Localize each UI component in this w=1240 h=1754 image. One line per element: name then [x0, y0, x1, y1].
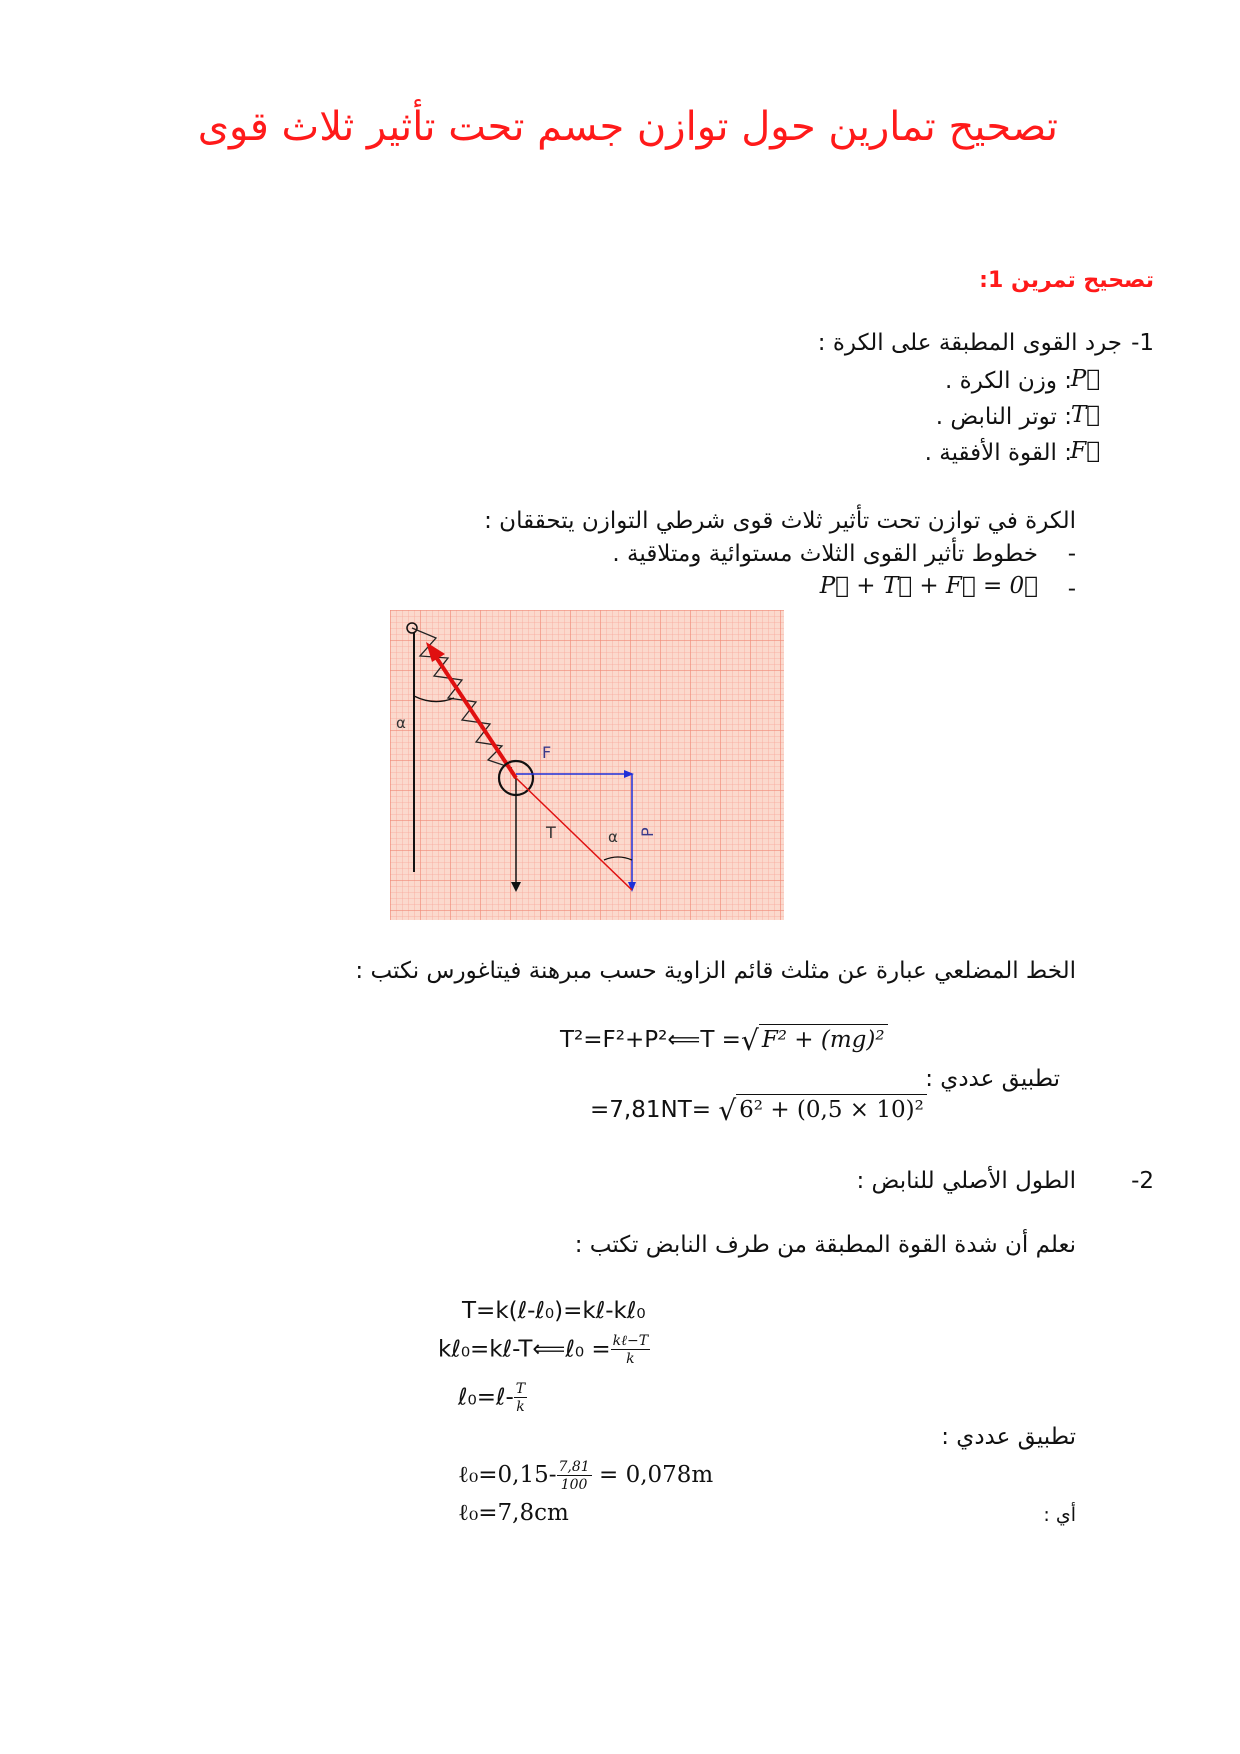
alpha-bottom-label: α [608, 828, 618, 846]
l0-result: ℓ₀=7,8cm [458, 1500, 569, 1526]
condition-1-dash: - [1067, 541, 1076, 567]
l0-numeric-fraction [557, 1460, 592, 1492]
force-f-label: : القوة الأفقية . [924, 440, 1072, 466]
force-f-label: F [542, 743, 552, 762]
force-f-symbol: F⃗ [1070, 438, 1100, 464]
pythagoras-formula [560, 1024, 888, 1057]
condition-2-vector-sum: P⃗ + T⃗ + F⃗ = 0⃗ [819, 573, 1038, 599]
force-t-symbol: T⃗ [1070, 402, 1100, 428]
l0-numeric-numerator: 7,81 [558, 1459, 590, 1475]
force-p-label: P [638, 827, 657, 837]
force-p-label: : وزن الكرة . [945, 368, 1072, 394]
q1-text: جرد القوى المطبقة على الكرة : [817, 330, 1122, 356]
sqrt-symbol: √ [718, 1094, 737, 1127]
l0-numeric-eq [458, 1460, 713, 1492]
graph-paper-grid [390, 610, 784, 920]
page-title: تصحيح تمارين حول توازن جسم تحت تأثير ثلاث قوى [197, 104, 1058, 150]
pythagoras-numeric-root: 6² + (0,5 × 10)² [736, 1094, 927, 1123]
l0-eq-fraction [611, 1334, 650, 1366]
l0-eq-left: kℓ₀=kℓ-T⟸ℓ₀ = [438, 1336, 611, 1363]
force-t-label: T [546, 823, 556, 842]
condition-1: خطوط تأثير القوى الثلاث مستوائية ومتلاقية . [612, 541, 1038, 567]
pythagoras-text: الخط المضلعي عبارة عن مثلث قائم الزاوية حسب مبرهنة فيتاغورس نكتب : [355, 958, 1076, 984]
sqrt-symbol: √ [740, 1024, 759, 1057]
l0-simplified-fraction [514, 1382, 527, 1414]
force-p-symbol: P⃗ [1070, 366, 1100, 392]
exercise-heading: تصحيح تمرين 1: [979, 268, 1154, 293]
q2-number: -2 [1131, 1168, 1154, 1194]
equilibrium-intro: الكرة في توازن تحت تأثير ثلاث قوى شرطي التوازن يتحققان : [484, 508, 1076, 534]
l0-numeric-left: ℓ₀=0,15- [458, 1462, 557, 1488]
l0-simplified-denominator: k [516, 1399, 525, 1415]
l0-simplified-numerator: T [515, 1381, 526, 1397]
ay-label: أي : [1043, 1504, 1076, 1526]
force-t-label: : توتر النابض . [935, 404, 1072, 430]
numeric-application-label-2: تطبيق عددي : [941, 1424, 1076, 1450]
spring-force-eq: T=k(ℓ-ℓ₀)=kℓ-kℓ₀ [462, 1298, 646, 1324]
q2-intro: نعلم أن شدة القوة المطبقة من طرف النابض تكتب : [574, 1232, 1076, 1258]
alpha-top-label: α [396, 714, 406, 732]
force-diagram [390, 610, 784, 920]
pythagoras-numeric-left: =7,81NT= [590, 1097, 712, 1123]
q2-text: الطول الأصلي للنابض : [856, 1168, 1076, 1194]
q1-number: -1 [1131, 330, 1154, 356]
pythagoras-formula-root: F² + (mg)² [759, 1024, 888, 1053]
numeric-application-label-1: تطبيق عددي : [925, 1066, 1060, 1092]
pythagoras-numeric [590, 1094, 927, 1127]
l0-eq-denominator: k [626, 1351, 635, 1367]
pythagoras-formula-left: T²=F²+P²⟸T = [560, 1027, 741, 1053]
condition-2-dash: - [1067, 576, 1076, 602]
l0-simplified-eq [458, 1382, 527, 1414]
l0-eq-numerator: kℓ−T [612, 1333, 649, 1349]
l0-numeric-denominator: 100 [560, 1477, 588, 1493]
l0-numeric-right: = 0,078m [598, 1462, 714, 1488]
l0-eq [438, 1334, 650, 1366]
l0-simplified-left: ℓ₀=ℓ- [458, 1384, 514, 1411]
